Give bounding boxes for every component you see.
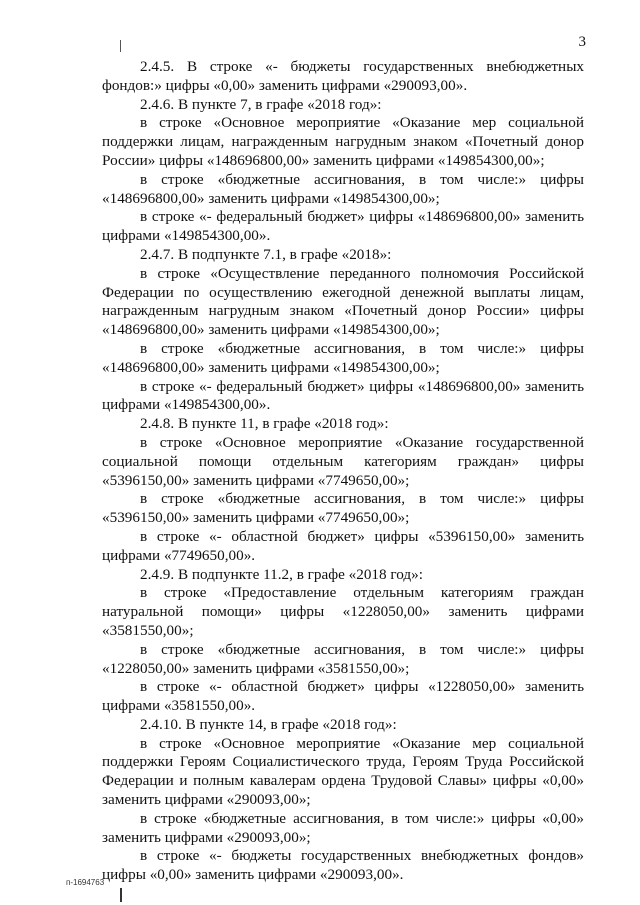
paragraph: в строке «- областной бюджет» цифры «5396150,00» заменить цифрами «7749650,00». (102, 527, 584, 564)
document-body (102, 58, 584, 885)
paragraph: в строке «Осуществление переданного полномочия Российской Федерации по осуществлению ежегодной денежной выплаты лицам, награжденным нагрудным знаком «Почетный донор России» цифры «148696800,00» заменить цифрами «149854300,00»; (102, 264, 584, 339)
margin-mark-top (120, 40, 121, 52)
paragraph: в строке «бюджетные ассигнования, в том числе:» цифры «1228050,00» заменить цифрами «3581550,00»; (102, 640, 584, 677)
paragraph: 2.4.8. В пункте 11, в графе «2018 год»: (140, 415, 389, 433)
paragraph: в строке «бюджетные ассигнования, в том числе:» цифры «148696800,00» заменить цифрами «149854300,00»; (102, 170, 584, 207)
paragraph: 2.4.7. В подпункте 7.1, в графе «2018»: (140, 245, 392, 263)
paragraph: 2.4.9. В подпункте 11.2, в графе «2018 год»: (140, 565, 423, 583)
paragraph: в строке «Предоставление отдельным категориям граждан натуральной помощи» цифры «1228050,00» заменить цифрами «3581550,00»; (102, 584, 584, 639)
paragraph: в строке «- областной бюджет» цифры «1228050,00» заменить цифрами «3581550,00». (102, 678, 584, 715)
paragraph: 2.4.10. В пункте 14, в графе «2018 год»: (140, 715, 397, 733)
paragraph: в строке «Основное мероприятие «Оказание мер социальной поддержки лицам, награжденным нагрудным знаком «Почетный донор России» цифры «148696800,00» заменить цифрами «149854300,00»; (102, 114, 584, 169)
paragraph: 2.4.5. В строке «- бюджеты государственных внебюджетных фондов:» цифры «0,00» заменить цифрами «290093,00». (102, 58, 584, 94)
paragraph: в строке «- федеральный бюджет» цифры «148696800,00» заменить цифрами «149854300,00». (102, 377, 584, 414)
paragraph: в строке «- федеральный бюджет» цифры «148696800,00» заменить цифрами «149854300,00». (102, 208, 584, 245)
paragraph: в строке «- бюджеты государственных внебюджетных фондов» цифры «0,00» заменить цифрами «290093,00». (102, 847, 584, 884)
paragraph: в строке «бюджетные ассигнования, в том числе:» цифры «5396150,00» заменить цифрами «7749650,00»; (102, 490, 584, 527)
paragraph: в строке «Основное мероприятие «Оказание мер социальной поддержки Героям Социалистического труда, Героям Труда Российской Федерации и полным кавалерам ордена Трудовой Славы» цифры «0,00» заменить цифрами «290093,00»; (102, 734, 584, 809)
document-code: п-1694763 (66, 878, 105, 887)
margin-mark-bottom (120, 888, 122, 902)
paragraph: в строке «Основное мероприятие «Оказание государственной социальной помощи отдельным категориям граждан» цифры «5396150,00» заменить цифрами «7749650,00»; (102, 433, 584, 489)
paragraph: в строке «бюджетные ассигнования, в том числе:» цифры «0,00» заменить цифрами «290093,00»; (102, 809, 584, 846)
page-number: 3 (578, 34, 586, 50)
paragraph: в строке «бюджетные ассигнования, в том числе:» цифры «148696800,00» заменить цифрами «149854300,00»; (102, 339, 584, 376)
paragraph: 2.4.6. В пункте 7, в графе «2018 год»: (140, 95, 382, 113)
